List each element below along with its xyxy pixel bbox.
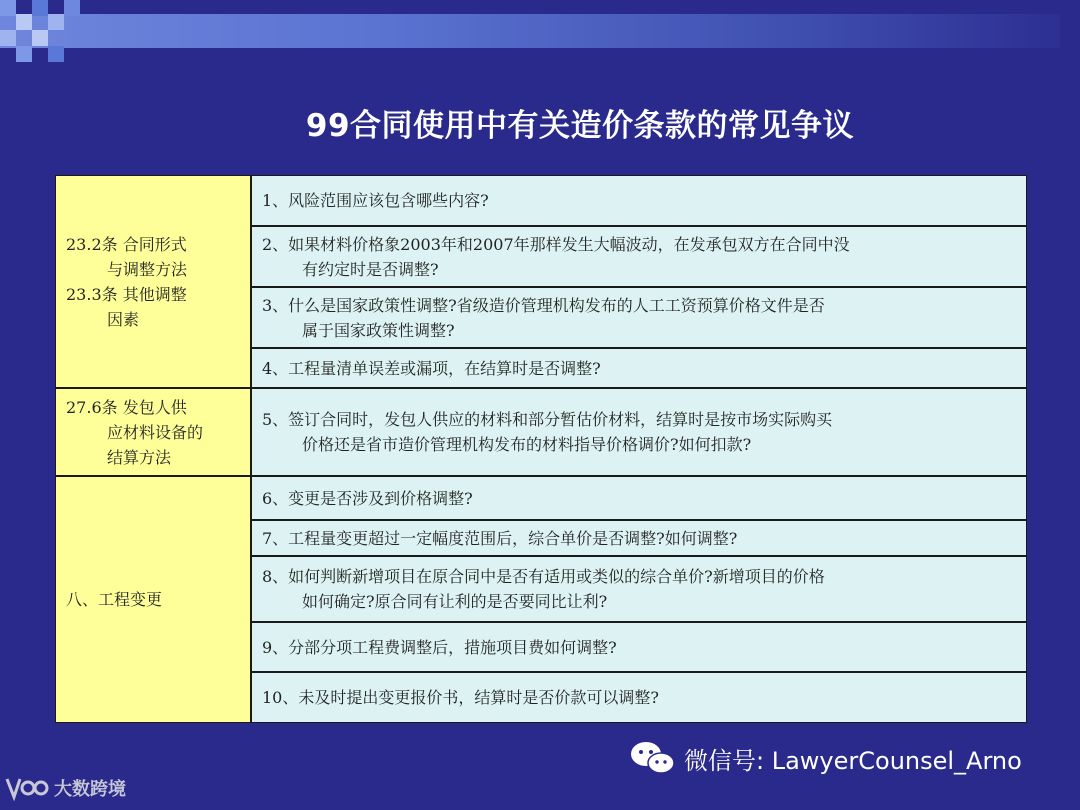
group-line: 与调整方法 <box>107 259 188 279</box>
question-line: 2、如果材料价格象2003年和2007年那样发生大幅波动，在发承包双方在合同中没 <box>262 234 850 254</box>
decor-square <box>16 14 32 30</box>
question-row <box>251 175 1027 226</box>
watermark-text: 微信号: LawyerCounsel_Arno <box>684 746 1022 775</box>
wechat-icon <box>628 740 678 776</box>
group-line: 23.3条 其他调整 <box>66 284 187 304</box>
question-line: 9、分部分项工程费调整后，措施项目费如何调整? <box>262 637 617 657</box>
decor-square <box>48 14 64 30</box>
question-row <box>251 226 1027 287</box>
question-line: 4、工程量清单误差或漏项，在结算时是否调整? <box>262 358 601 378</box>
wechat-watermark <box>628 740 1022 776</box>
decor-square <box>32 30 48 46</box>
question-line: 5、签订合同时，发包人供应的材料和部分暂估价材料，结算时是按市场实际购买 <box>262 410 833 429</box>
question-line: 属于国家政策性调整? <box>302 320 455 340</box>
decor-square <box>64 0 80 16</box>
decor-square <box>0 0 16 16</box>
question-line: 如何确定?原合同有让利的是否要同比让利? <box>302 592 608 611</box>
question-row <box>251 476 1027 520</box>
decor-square <box>32 0 48 16</box>
group-line: 因素 <box>107 309 140 329</box>
decor-square <box>48 46 64 62</box>
question-row <box>251 348 1027 388</box>
slide-title: 99合同使用中有关造价条款的常见争议 <box>305 108 855 144</box>
question-row <box>251 622 1027 672</box>
group-cell-contract-form <box>55 175 251 388</box>
question-row <box>251 287 1027 348</box>
question-row <box>251 520 1027 556</box>
brand-logo-icon <box>4 775 50 801</box>
group-line: 应材料设备的 <box>107 422 204 442</box>
brand-mark <box>4 775 126 801</box>
question-line: 有约定时是否调整? <box>302 259 439 279</box>
group-line: 八、工程变更 <box>66 590 163 609</box>
question-line: 10、未及时提出变更报价书，结算时是否价款可以调整? <box>262 688 659 707</box>
brand-text: 大数跨境 <box>54 779 126 800</box>
question-row <box>251 388 1027 476</box>
group-cell-material-supply <box>55 388 251 476</box>
group-line: 23.2条 合同形式 <box>66 234 187 254</box>
question-line: 6、变更是否涉及到价格调整? <box>262 488 473 508</box>
header-banner <box>0 14 1060 48</box>
decor-square <box>16 46 32 62</box>
disputes-table <box>55 175 1027 723</box>
question-line: 7、工程量变更超过一定幅度范围后，综合单价是否调整?如何调整? <box>262 528 738 548</box>
group-line: 结算方法 <box>107 447 172 467</box>
question-line: 8、如何判断新增项目在原合同中是否有适用或类似的综合单价?新增项目的价格 <box>262 567 825 586</box>
group-cell-engineering-change <box>55 476 251 723</box>
question-row <box>251 672 1027 723</box>
question-line: 1、风险范围应该包含哪些内容? <box>262 191 489 210</box>
question-line: 3、什么是国家政策性调整?省级造价管理机构发布的人工工资预算价格文件是否 <box>262 295 825 315</box>
question-row <box>251 556 1027 622</box>
question-line: 价格还是省市造价管理机构发布的材料指导价格调价?如何扣款? <box>302 435 752 454</box>
group-line: 27.6条 发包人供 <box>66 397 187 417</box>
decor-square <box>0 30 16 46</box>
